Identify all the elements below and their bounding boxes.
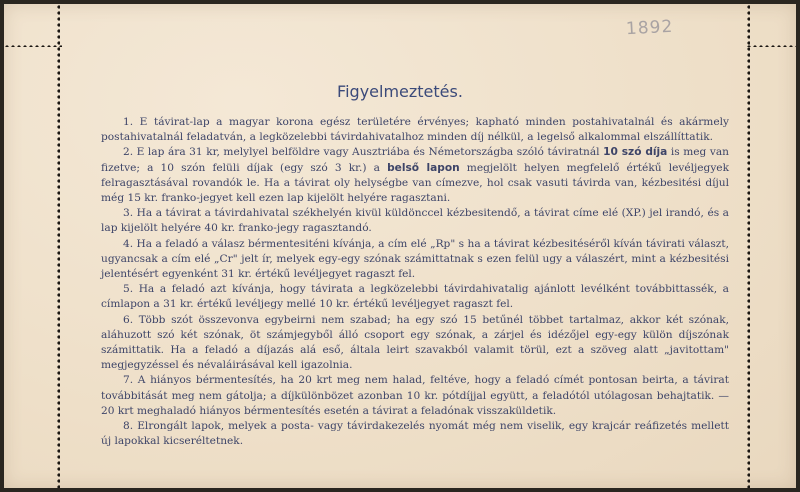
notice-paragraph-2	[101, 145, 729, 206]
bold-phrase: belső lapon	[387, 161, 460, 174]
paragraph-text: 5. Ha a feladó azt kívánja, hogy távirata a legközelebbi távirdahivatalig ajánlott levélként továbbittassék, a címlapon a 31 kr. értékű levéljegy mellé 10 kr. értékű levéljegyet ragaszt fel.	[101, 283, 729, 311]
notice-title: Figyelmeztetés.	[337, 82, 463, 101]
notice-paragraph-3	[101, 206, 729, 236]
notice-paragraph-4	[101, 237, 729, 283]
perforation-right	[746, 4, 750, 488]
paragraph-text: 4. Ha a feladó a válasz bérmentesiténi kívánja, a cím elé „Rp" s ha a távirat kézbesitéséről kíván távirati választ, ugyancsak a cím elé „Cr" jelt ír, melyek egy-egy szónak számittatnak s ezen felül ugy a válaszért, mint a kézbesitési jelentésért egyenként 31 kr. értékű levéljegyet ragaszt fel.	[101, 237, 729, 281]
notice-paragraph-7	[101, 373, 729, 419]
notice-paragraph-8	[101, 419, 729, 449]
notice-paragraph-6	[101, 313, 729, 374]
perforation-top-left	[4, 44, 62, 47]
paragraph-text: megjelölt helyen megfelelő értékű levéljegyek felragasztásával rovandók le. Ha a távirat oly helységbe van címezve, hol csak vasuti távirda van, kézbesitési díjul még 15 kr. franko-jegyet kell ezen lap kijelölt helyére ragasztani.	[101, 161, 729, 205]
paragraph-text: 3. Ha a távirat a távirdahivatal székhelyén kivül küldönccel kézbesitendő, a távirat címe elé (XP.) jel irandó, és a lap kijelölt helyére 40 kr. franko-jegy ragasztandó.	[101, 207, 729, 235]
bold-phrase: 10 szó díja	[603, 146, 668, 159]
perforation-top-right	[746, 44, 796, 47]
paragraph-text: 6. Több szót összevonva egybeirni nem szabad; ha egy szó 15 betűnél többet tartalmaz, akkor két szónak, aláhuzott szó két szónak, öt számjegyből álló csoport egy szónak, a zárjel és idézőjel egy-egy külön díjszónak számittatik. Ha a feladó a díjazás alá eső, általa leirt szavakból valamit törül, ezt a szöveg alatt „javitottam" megjegyzéssel és névaláirásával kell igazolnia.	[101, 313, 729, 372]
notice-body	[101, 115, 729, 449]
paragraph-text: 7. A hiányos bérmentesítés, ha 20 krt meg nem halad, feltéve, hogy a feladó címét pontosan beirta, a távirat továbbitását meg nem gátolja; a díjkülönbözet azonban 10 kr. pótdíjjal együtt, a feladótól utólagosan behajtatik. — 20 krt meghaladó hiányos bérmentesítés esetén a távirat a feladónak visszaküldetik.	[101, 374, 729, 417]
notice-paragraph-5	[101, 282, 729, 312]
perforation-left	[56, 4, 60, 488]
paragraph-text: 2. E lap ára 31 kr, melylyel belföldre vagy Ausztriába és Németországba szóló táviratnál	[123, 146, 604, 159]
paragraph-text: 8. Elrongált lapok, melyek a posta- vagy távirdakezelés nyomát még nem viselik, egy krajcár reáfizetés mellett új lapokkal kicseréltetnek.	[101, 420, 729, 448]
notice-paragraph-1	[101, 115, 729, 145]
paragraph-text: is meg van fizetve; a 10 szón felüli díjak (egy szó 3 kr.) a	[101, 146, 730, 174]
telegram-card	[4, 4, 796, 488]
paragraph-text: 1. E távirat-lap a magyar korona egész területére érvényes; kapható minden postahivatalnál és akármely postahivatalnál feladatván, a legközelebbi távirdahivatalhoz minden díj nélkül, a legelső alkalommal elszállíttatik.	[101, 116, 729, 144]
pencil-year-note: 1892	[625, 16, 674, 40]
